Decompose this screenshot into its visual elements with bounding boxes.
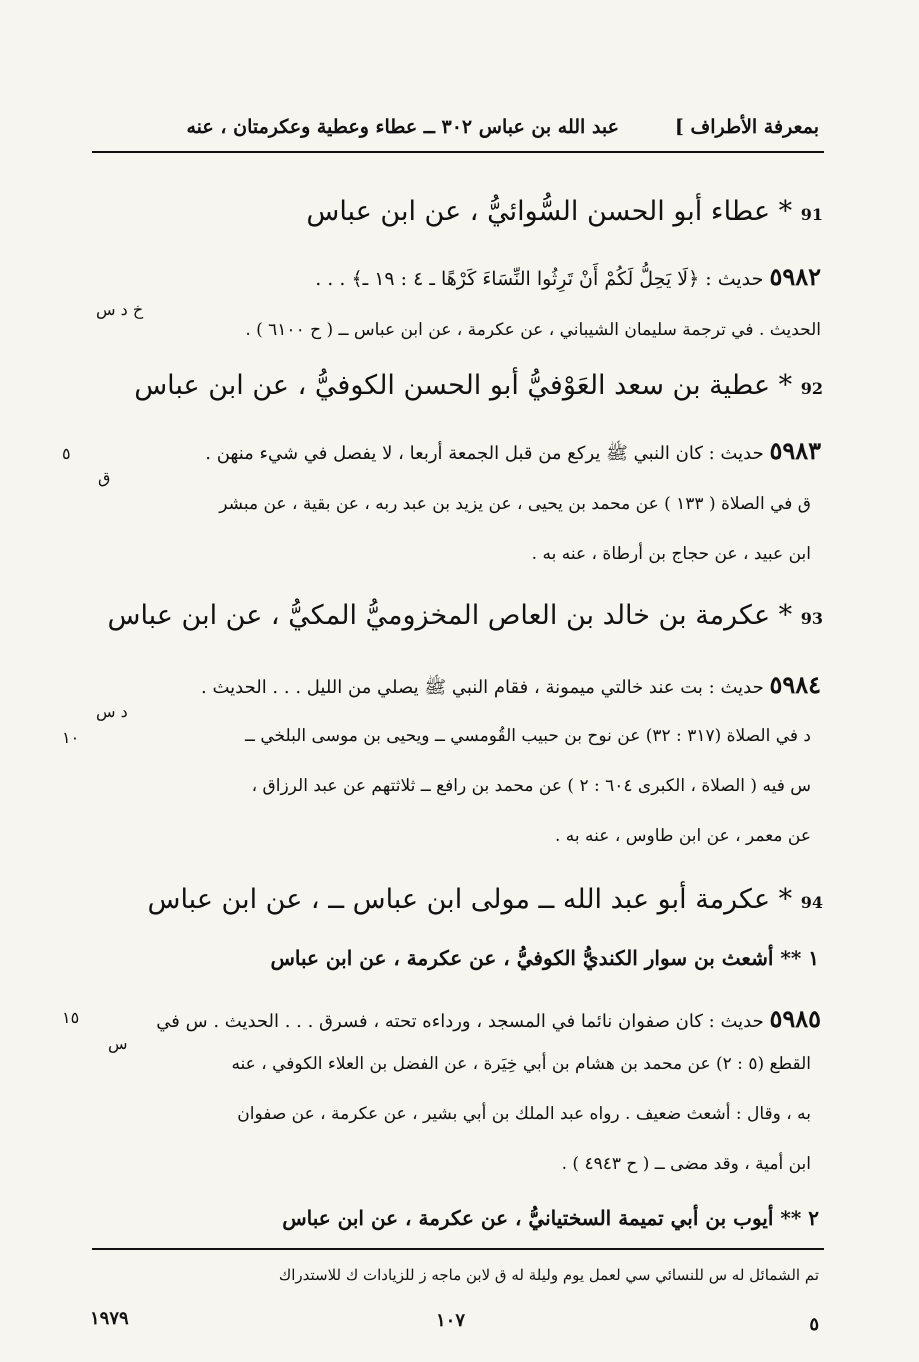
margin-sigla: د س bbox=[96, 702, 128, 721]
line-number: ٥ bbox=[62, 444, 71, 463]
hadith-source: د في الصلاة (٣١٧ : ٣٢) عن نوح بن حبيب القُومسي ــ ويحيى بن موسى البلخي ــ bbox=[244, 726, 811, 746]
hadith-number: ٥٩٨٢ bbox=[769, 262, 821, 291]
section-number: 94 bbox=[800, 893, 823, 912]
section-title-text: عطاء أبو الحسن السُّوائيُّ ، عن ابن عباس bbox=[306, 196, 771, 227]
section-number: 91 bbox=[800, 205, 823, 224]
hadith-source: عن معمر ، عن ابن طاوس ، عنه به . bbox=[555, 826, 811, 846]
hadith-source: القطع (٥ : ٢) عن محمد بن هشام بن أبي خِيَرة ، عن الفضل بن العلاء الكوفي ، عنه bbox=[231, 1054, 811, 1074]
hadith-source: الحديث . في ترجمة سليمان الشيباني ، عن عكرمة ، عن ابن عباس ــ ( ح ٦١٠٠ ) . bbox=[245, 320, 821, 340]
footer-legend: تم الشمائل له س للنسائي سي لعمل يوم وليلة له ق لابن ماجه ز للزيادات ك للاستدراك bbox=[278, 1266, 819, 1284]
total-number: ١٩٧٩ bbox=[90, 1308, 129, 1329]
hadith-text: حديث : ﴿لَا يَحِلُّ لَكُمْ أَنْ تَرِثُوا النِّسَاءَ كَرْهًا ـ ٤ : ١٩ ـ﴾ . . . bbox=[315, 268, 764, 290]
page-number: ١٠٧ bbox=[436, 1310, 466, 1331]
hadith-source: ابن عبيد ، عن حجاج بن أرطاة ، عنه به . bbox=[531, 544, 811, 564]
section-title: 92 * عطية بن سعد العَوْفيُّ أبو الحسن الكوفيُّ ، عن ابن عباس bbox=[134, 370, 823, 401]
hadith-text: حديث : كان صفوان نائما في المسجد ، ورداءه تحته ، فسرق . . . الحديث . س في bbox=[156, 1011, 764, 1032]
footer-rule bbox=[92, 1248, 824, 1250]
section-title: 91 * عطاء أبو الحسن السُّوائيُّ ، عن ابن عباس bbox=[306, 196, 823, 227]
hadith-line bbox=[315, 262, 821, 291]
hadith-text: حديث : بت عند خالتي ميمونة ، فقام النبي ﷺ يصلي من الليل . . . الحديث . bbox=[201, 677, 764, 698]
hadith-source: به ، وقال : أشعث ضعيف . رواه عبد الملك بن أبي بشير ، عن عكرمة ، عن صفوان bbox=[237, 1104, 811, 1124]
section-title: 93 * عكرمة بن خالد بن العاص المخزوميُّ المكيُّ ، عن ابن عباس bbox=[107, 600, 823, 631]
line-number: ١٠ bbox=[62, 728, 80, 747]
section-title-text: عكرمة أبو عبد الله ــ مولى ابن عباس ــ ، عن ابن عباس bbox=[147, 884, 771, 915]
hadith-number: ٥٩٨٥ bbox=[769, 1004, 821, 1033]
subsection-title: ٢ ** أيوب بن أبي تميمة السختيانيُّ ، عن عكرمة ، عن ابن عباس bbox=[282, 1206, 819, 1230]
hadith-number: ٥٩٨٤ bbox=[769, 670, 821, 699]
hadith-line bbox=[205, 436, 821, 468]
section-title: 94 * عكرمة أبو عبد الله ــ مولى ابن عباس ــ ، عن ابن عباس bbox=[147, 884, 823, 915]
footer-margin-number: ٥ bbox=[809, 1314, 819, 1335]
header-center: عبد الله بن عباس ٣٠٢ ــ عطاء وعطية وعكرمتان ، عنه bbox=[186, 116, 619, 138]
subsection-title: ١ ** أشعث بن سوار الكنديُّ الكوفيُّ ، عن عكرمة ، عن ابن عباس bbox=[270, 946, 819, 970]
section-number: 92 bbox=[800, 379, 823, 398]
margin-sigla: س bbox=[108, 1034, 128, 1053]
hadith-source: س فيه ( الصلاة ، الكبرى ٦٠٤ : ٢ ) عن محمد بن رافع ــ ثلاثتهم عن عبد الرزاق ، bbox=[251, 776, 811, 796]
hadith-line bbox=[201, 670, 821, 702]
section-title-text: عكرمة بن خالد بن العاص المخزوميُّ المكيُّ ، عن ابن عباس bbox=[107, 600, 771, 631]
hadith-line bbox=[156, 1004, 821, 1033]
header-right: بمعرفة الأطراف ] bbox=[674, 116, 819, 138]
margin-sigla: ق bbox=[98, 468, 111, 487]
hadith-text: حديث : كان النبي ﷺ يركع من قبل الجمعة أربعا ، لا يفصل في شيء منهن . bbox=[205, 443, 764, 464]
header-rule bbox=[92, 151, 824, 153]
line-number: ١٥ bbox=[62, 1008, 80, 1027]
hadith-source: ابن أمية ، وقد مضى ــ ( ح ٤٩٤٣ ) . bbox=[561, 1154, 811, 1174]
section-number: 93 bbox=[800, 609, 823, 628]
section-title-text: عطية بن سعد العَوْفيُّ أبو الحسن الكوفيُّ ، عن ابن عباس bbox=[134, 370, 771, 401]
margin-sigla: خ د س bbox=[96, 300, 144, 319]
hadith-source: ق في الصلاة ( ١٣٣ ) عن محمد بن يحيى ، عن يزيد بن عبد ربه ، عن بقية ، عن مبشر bbox=[219, 494, 811, 514]
hadith-number: ٥٩٨٣ bbox=[769, 436, 821, 465]
